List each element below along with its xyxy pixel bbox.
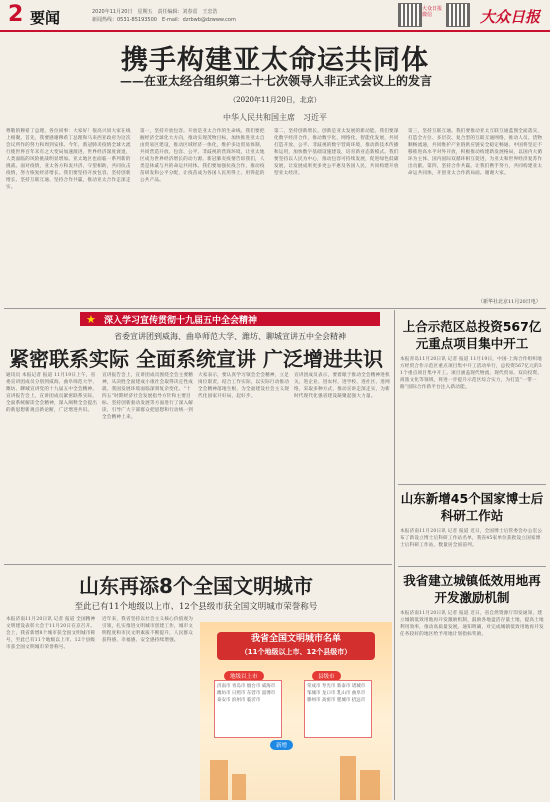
- divider: [4, 564, 392, 565]
- civilized-city-headline: 山东再添8个全国文明城市: [79, 574, 313, 598]
- party-emblem-icon: ★: [86, 313, 96, 326]
- postdoc-headline: 山东新增45个国家博士后科研工作站: [400, 491, 544, 523]
- masthead-meta-line2: 新闻热线：0531-85193500 E-mail：dzrbwb@dzwww.com: [92, 17, 236, 23]
- building-illustration: [210, 760, 228, 800]
- infographic-title: 我省全国文明城市名单: [250, 634, 341, 644]
- divider: [4, 308, 546, 309]
- lead-byline: 中华人民共和国主席 习近平: [223, 113, 327, 122]
- infographic-new-tag: 新增: [270, 740, 293, 750]
- building-illustration: [232, 774, 246, 800]
- lead-body-col2: 第一，坚持开放包容。开放是亚太合作的生命线。我们要把握经济全球化大方向，推动实现茂物目标，加快推进亚太自由贸易区建设，推动区域经济一体化，维护多边贸易体制，共同营造开放、包容、公平、非歧视的营商环境，让亚太地区成为世界经济增长的动力源。新冠肺炎疫情告诉我们，人类是休戚与共的命运共同体。我们要加强抗疫合作，推动疫苗研发和公平分配，让疫苗成为各国人民用得上、用得起的公共产品。: [140, 129, 265, 183]
- civilized-city-body-col1: 本报济南11月20日讯 记者 报道 全国精神文明建设表彰大会于11月20日在京召开。会上，我省新增8个城市获全国文明城市称号，至此已有11个地级以上市、12个县级市获全国文明城市荣誉称号。: [6, 617, 96, 650]
- qr-code-icon: [398, 3, 422, 27]
- qr-code-icon: [446, 3, 470, 27]
- newspaper-logo: 大众日报: [479, 8, 540, 26]
- infographic-banner: [217, 632, 375, 660]
- infographic-prefecture-list: 济南市 青岛市 烟台市 威海市 潍坊市 日照市 东营市 淄博市 泰安市 滨州市 临沂市: [214, 680, 282, 738]
- section-title: 要闻: [30, 9, 61, 27]
- xinhua-credit: （新华社北京11月20日电）: [478, 299, 541, 305]
- infographic-county-list: 荣成市 寿光市 新泰市 诸城市 邹城市 龙口市 乳山市 曲阜市 滕州市 高密市 肥城市 招远市: [304, 680, 372, 738]
- lead-headline: 携手构建亚太命运共同体: [121, 45, 429, 76]
- investment-body: 本报青岛11月20日讯 记者 报道 11月19日，中国-上海合作组织地方经贸合作示范区重点项目集中开工活动举行，总投资567亿元的31个重点项目集中开工。项目涵盖现代物流、现代贸易、双向投资、商旅文化等领域，将进一步提升示范区综合实力，为打造“一带一路”国际合作新平台注入新动能。: [400, 357, 543, 390]
- masthead-meta-line1: 2020年11月20日 星期五 责任编辑：刘春雷 王忠浩: [92, 9, 218, 15]
- plenum-body-col1: 通讯员 本报记者 报道 11月19日上午，省委宣讲团成员分别到威海、曲阜师范大学、潍坊、聊城宣讲党的十九届五中全会精神。宣讲报告会上，宣讲团成员紧密联系实际，全面系统解读全会精神，深入阐释全会提出的新思想新观点新论断，广泛增进共识。: [6, 373, 98, 413]
- divider: [398, 484, 546, 485]
- civilized-city-subheadline: 至此已有11个地级以上市、12个县级市获全国文明城市荣誉称号: [74, 602, 318, 612]
- divider: [398, 566, 546, 567]
- investment-headline: 上合示范区总投资567亿元重点项目集中开工: [402, 319, 542, 351]
- building-illustration: [360, 770, 380, 800]
- plenum-body-col2: 宣讲报告会上，宣讲团成员围绕全会主要精神，从决胜全面建成小康社会取得决定性成就、我国发展环境面临深刻复杂变化、“十四五”时期经济社会发展指导方针和主要目标、坚持创新驱动发展等方面进行了深入解读，引导广大干部群众把思想和行动统一到全会精神上来。: [102, 373, 194, 420]
- towns-headline: 我省建立城镇低效用地再开发激励机制: [403, 573, 541, 605]
- infographic-subtitle: （11个地级以上市、12个县级市）: [240, 648, 352, 656]
- lead-body-col1: 尊敬的穆希丁总理，各位同事：大家好！很高兴同大家在线上相聚。首先，我要感谢穆希丁总理和马来西亚政府为这次会议所作的努力和周到安排。今年，新冠肺炎疫情全球大流行使世界百年未有之大变局加速演进，世界经济深度衰退，人类面临的风险挑战明显增加。亚太地区也面临一系列新的挑战。面对疫情，亚太各方和衷共济，守望相助，共同抗击疫情，努力恢复经济增长。我们要坚持开放包容、坚持创新增长、坚持互联互通、坚持合作共赢，推动亚太合作走深走实。: [6, 129, 131, 190]
- civilized-city-body-col2: 近年来，我省坚持以社会主义核心价值观为引领，扎实推进文明城市创建工作，城市文明程度和市民文明素质不断提升，人民群众获得感、幸福感、安全感持续增强。: [102, 617, 194, 643]
- civilized-city-infographic: [200, 622, 392, 800]
- plenum-body-col3: 大家表示，要认真学习领会全会精神，立足岗位职责，结合工作实际，以实际行动推动全会精神落地生根，为全面建设社会主义现代化国家开好局、起好步。: [198, 373, 290, 399]
- masthead: [0, 0, 550, 32]
- building-illustration: [340, 756, 356, 800]
- postdoc-body: 本报济南11月20日讯 记者 报道 近日，全国博士后管委会办公室公布了新设立博士后科研工作站名单，我省45家单位获批设立国家博士后科研工作站，数量居全国前列。: [400, 529, 543, 548]
- plenum-kicker: 省委宣讲团到威海、曲阜师范大学、潍坊、聊城宣讲五中全会精神: [114, 332, 346, 341]
- lead-dateline: （2020年11月20日，北京）: [229, 96, 321, 104]
- plenum-banner-text: 深入学习宣传贯彻十九届五中全会精神: [104, 316, 258, 326]
- page-number: 2: [8, 2, 24, 27]
- towns-body: 本报济南11月20日讯 记者 报道 近日，省自然资源厅印发通知，建立城镇低效用地再开发激励机制，鼓励各地盘活存量土地，提高土地利用效率，推动高质量发展。通知明确，对完成城镇低效用地再开发任务较好的地区给予用地计划指标奖励。: [400, 611, 544, 637]
- plenum-banner: [80, 312, 380, 326]
- plenum-body-col4: 宣讲团成员表示，要着眼于推动全会精神进机关、进企业、进农村、进学校、进社区、进网络，采取多种方式，推动宣讲走深走实，为新时代现代化强省建设凝聚起强大力量。: [294, 373, 390, 399]
- lead-subheadline: ——在亚太经合组织第二十七次领导人非正式会议上的发言: [120, 74, 433, 88]
- divider: [394, 310, 395, 800]
- lead-body-col4: 第三，坚持互联互通。我们要推动亚太互联互通蓝图全面落实，打造全方位、多层次、复合型的互联互通网络，推动人员、货物顺畅流通，共同维护产业链供应链安全稳定畅通。中国将坚定不移推进高水平对外开放，积极推动构建新发展格局，以国内大循环为主体、国内国际双循环相互促进，为亚太和世界经济复苏作出贡献。第四，坚持合作共赢。让我们携手努力，共同构建亚太命运共同体，开创亚太合作新局面。谢谢大家。: [408, 129, 543, 176]
- qr-left-label: 大众日报 微信: [422, 6, 443, 18]
- plenum-headline: 紧密联系实际 全面系统宣讲 广泛增进共识: [9, 347, 383, 371]
- infographic-tag-prefecture: 地级以上市: [224, 671, 264, 681]
- lead-body-col3: 第二，坚持创新增长。创新是亚太发展的新动能。我们要深化数字经济合作，推动数字化、网络化、智能化发展，共同打造开放、公平、非歧视的数字营商环境，推动新技术传播和运用，加快数字基础设施建设，培育新业态新模式。我们要坚持以人民为中心，推动包容可持续发展，促进绿色低碳发展，让发展成果更多更公平惠及各国人民，共同构建开放型亚太经济。: [274, 129, 399, 176]
- infographic-tag-county: 县级市: [312, 671, 341, 681]
